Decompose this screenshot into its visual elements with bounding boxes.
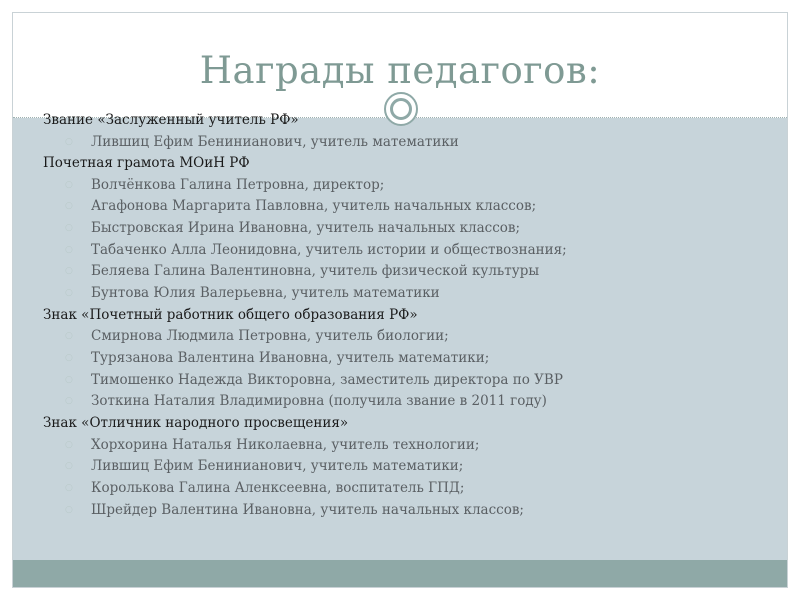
list-item-text: Волчёнкова Галина Петровна, директор;: [91, 176, 385, 193]
circle-bullet-icon: ○: [65, 504, 73, 515]
circle-bullet-icon: ○: [65, 244, 73, 255]
list-item: [43, 132, 783, 154]
list-item: [43, 218, 783, 240]
list-item-text: Королькова Галина Аленксеевна, воспитатель ГПД;: [91, 479, 465, 496]
list-item: [43, 196, 783, 218]
list-item: [43, 370, 783, 392]
circle-bullet-icon: ○: [65, 136, 73, 147]
circle-bullet-icon: ○: [65, 331, 73, 342]
award-heading: Звание «Заслуженный учитель РФ»: [43, 112, 299, 128]
slide-title: Награды педагогов:: [199, 49, 601, 92]
circle-bullet-icon: ○: [65, 179, 73, 190]
list-item: [43, 283, 783, 305]
circle-bullet-icon: ○: [65, 201, 73, 212]
circle-bullet-icon: ○: [65, 461, 73, 472]
list-item: [43, 456, 783, 478]
footer-bar: [13, 560, 787, 587]
circle-bullet-icon: ○: [65, 439, 73, 450]
award-heading: Почетная грамота МОиН РФ: [43, 155, 250, 172]
list-item-text: Бунтова Юлия Валерьевна, учитель математики: [91, 285, 440, 302]
list-item: [43, 175, 783, 197]
awards-list: [43, 110, 783, 521]
list-item-text: Лившиц Ефим Бенинианович, учитель математики: [91, 133, 459, 150]
list-item-text: Агафонова Маргарита Павловна, учитель начальных классов;: [91, 198, 537, 215]
circle-bullet-icon: ○: [65, 353, 73, 363]
list-item: [43, 478, 783, 500]
award-heading: Знак «Почетный работник общего образования РФ»: [43, 306, 418, 323]
list-item-text: Зоткина Наталия Владимировна (получила звание в 2011 году): [91, 393, 547, 410]
list-item: [43, 391, 783, 413]
list-item-text: Беляева Галина Валентиновна, учитель физической культуры: [91, 263, 540, 280]
list-item: [43, 326, 783, 348]
list-item-text: Лившиц Ефим Бенинианович, учитель математики;: [91, 458, 464, 475]
list-item-text: Быстровская Ирина Ивановна, учитель начальных классов;: [91, 220, 521, 237]
circle-bullet-icon: ○: [65, 396, 73, 407]
circle-bullet-icon: ○: [65, 482, 73, 493]
list-item-text: Шрейдер Валентина Ивановна, учитель начальных классов;: [91, 501, 524, 518]
circle-bullet-icon: ○: [65, 288, 73, 299]
list-item: [43, 435, 783, 457]
circle-bullet-icon: ○: [65, 266, 73, 277]
circle-bullet-icon: ○: [65, 374, 73, 385]
list-item-text: Табаченко Алла Леонидовна, учитель истории и обществознания;: [91, 241, 567, 258]
list-item-text: Хорхорина Наталья Николаевна, учитель технологии;: [91, 436, 480, 453]
circle-bullet-icon: ○: [65, 223, 73, 234]
award-heading: Знак «Отличник народного просвещения»: [43, 415, 349, 432]
list-item-text: Тимошенко Надежда Викторовна, заместитель директора по УВР: [91, 371, 563, 388]
list-item-text: Турязанова Валентина Ивановна, учитель математики;: [91, 350, 490, 366]
list-item: [43, 261, 783, 283]
list-item: [43, 500, 783, 522]
list-item: [43, 240, 783, 262]
list-item: [43, 348, 783, 370]
list-item-text: Смирнова Людмила Петровна, учитель биологии;: [91, 328, 449, 345]
slide: [12, 12, 788, 588]
